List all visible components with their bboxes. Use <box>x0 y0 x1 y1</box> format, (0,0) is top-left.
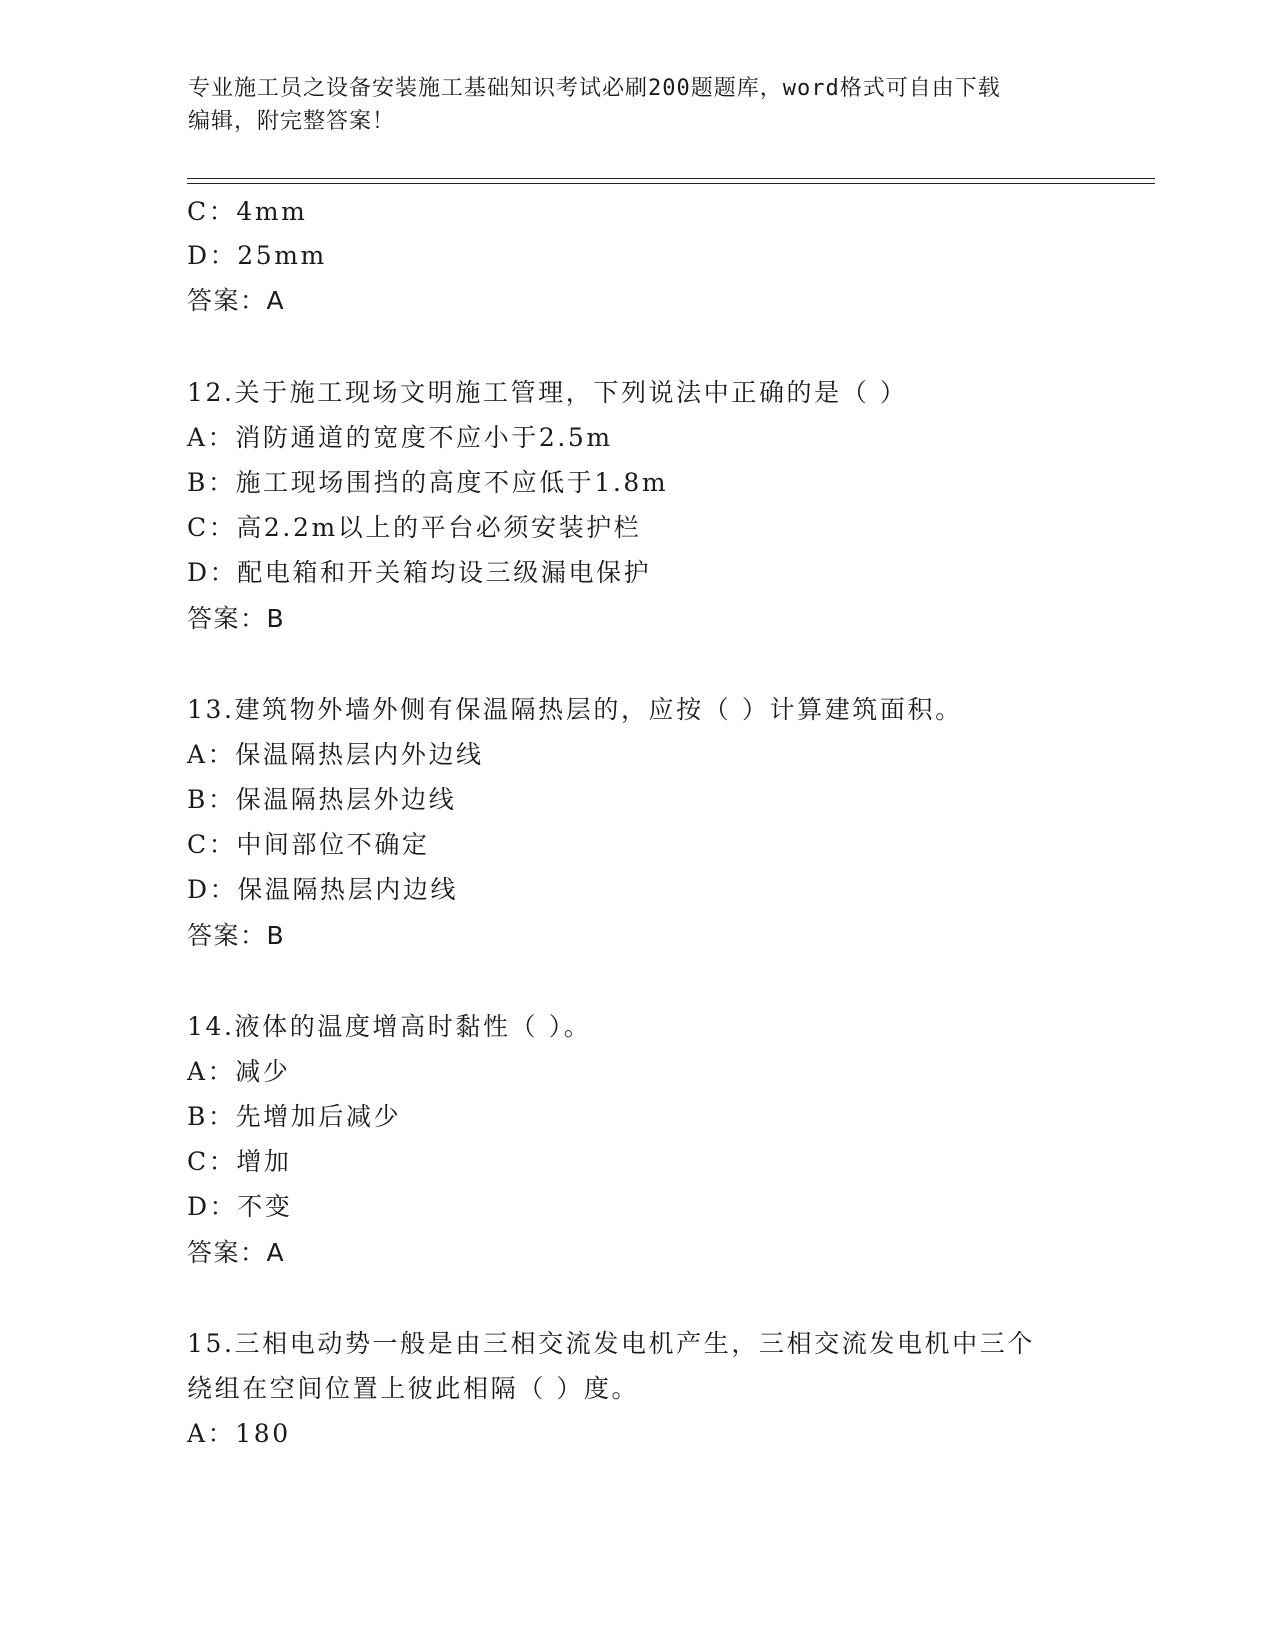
header-line-1: 专业施工员之设备安装施工基础知识考试必刷200题题库，word格式可自由下载 <box>188 76 1001 101</box>
q15-stem-line-2: 绕组在空间位置上彼此相隔（ ）度。 <box>187 1374 640 1403</box>
q14-option-a: A：减少 <box>187 1057 291 1086</box>
q11-option-d: D：25mm <box>187 241 327 270</box>
q14-option-d: D：不变 <box>187 1192 293 1221</box>
q13-answer: 答案：B <box>187 921 286 950</box>
header-rule-bottom <box>187 183 1155 184</box>
q13-option-a: A：保温隔热层内外边线 <box>187 740 484 769</box>
q13-option-c: C：中间部位不确定 <box>187 830 430 859</box>
q13-option-b: B：保温隔热层外边线 <box>187 785 457 814</box>
q15-option-a: A：180 <box>187 1419 291 1448</box>
q12-option-b: B：施工现场围挡的高度不应低于1.8m <box>187 468 669 497</box>
q11-option-c: C：4mm <box>187 197 308 226</box>
q12-option-a: A：消防通道的宽度不应小于2.5m <box>187 423 613 452</box>
q12-option-c: C：高2.2m以上的平台必须安装护栏 <box>187 513 642 542</box>
header-rule-top <box>187 178 1155 179</box>
q14-option-c: C：增加 <box>187 1147 292 1176</box>
q12-option-d: D：配电箱和开关箱均设三级漏电保护 <box>187 558 652 587</box>
q14-answer: 答案：A <box>187 1238 286 1267</box>
q12-stem: 12.关于施工现场文明施工管理，下列说法中正确的是（ ） <box>187 378 908 407</box>
q14-option-b: B：先增加后减少 <box>187 1102 402 1131</box>
q15-stem-line-1: 15.三相电动势一般是由三相交流发电机产生，三相交流发电机中三个 <box>187 1329 1035 1358</box>
document-header <box>188 72 1088 138</box>
header-line-2: 编辑，附完整答案！ <box>188 109 396 134</box>
q13-stem: 13.建筑物外墙外侧有保温隔热层的，应按（ ）计算建筑面积。 <box>187 695 963 724</box>
q14-stem: 14.液体的温度增高时黏性（ ）。 <box>187 1012 592 1041</box>
q12-answer: 答案：B <box>187 604 286 633</box>
q13-option-d: D：保温隔热层内边线 <box>187 875 459 904</box>
q11-answer: 答案：A <box>187 286 286 315</box>
